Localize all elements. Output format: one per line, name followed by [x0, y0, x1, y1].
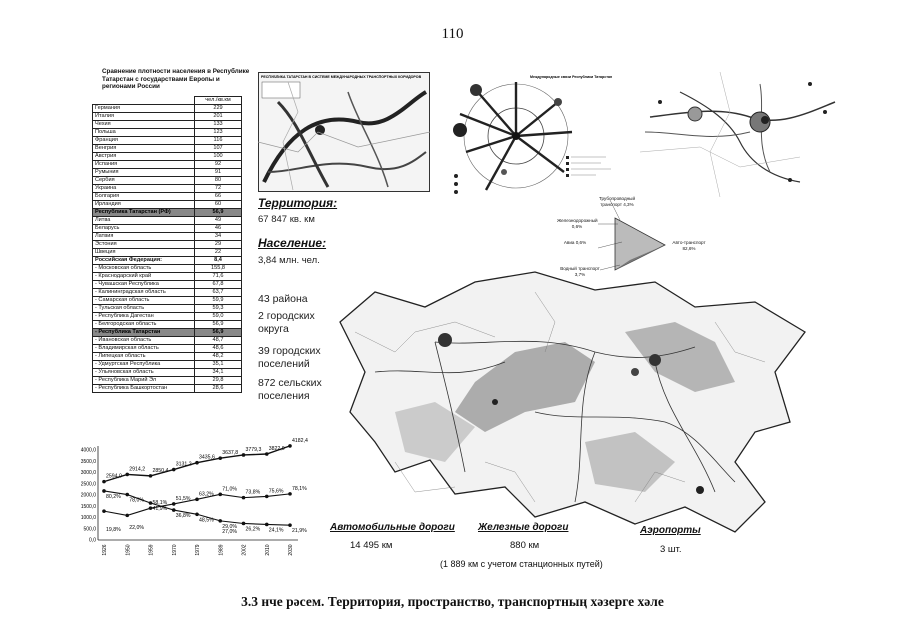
- regional-roads-map: [640, 72, 840, 197]
- rail-value: 880 км: [510, 540, 540, 551]
- y-tick-label: 2500,0: [80, 481, 96, 488]
- country-name: Литва: [93, 217, 195, 225]
- data-point: [125, 514, 129, 518]
- country-name: Германия: [93, 105, 195, 113]
- x-tick-label: 1926: [102, 544, 108, 556]
- table-row: [93, 121, 242, 129]
- density-value: 29: [195, 241, 242, 249]
- country-name: - Удмуртская Республика: [93, 361, 195, 369]
- territory-value: 67 847 кв. км: [258, 214, 315, 225]
- data-point: [288, 444, 292, 448]
- table-row: [93, 313, 242, 321]
- data-label: 71,0%: [222, 486, 237, 493]
- data-point: [125, 473, 129, 477]
- table-row: [93, 177, 242, 185]
- data-point: [102, 489, 106, 493]
- country-name: Сербия: [93, 177, 195, 185]
- data-point: [288, 492, 292, 496]
- unit-header: чел./кв.км: [195, 97, 242, 105]
- data-label: 78,0%: [129, 497, 144, 504]
- data-label: 26,2%: [245, 526, 261, 533]
- density-value: 59,9: [195, 297, 242, 305]
- density-value: 56,9: [195, 321, 242, 329]
- density-value: 35,1: [195, 361, 242, 369]
- density-value: 48,2: [195, 353, 242, 361]
- population-value: 3,84 млн. чел.: [258, 255, 320, 266]
- x-tick-label: 2002: [241, 544, 248, 556]
- x-tick-label: 2010: [264, 544, 271, 556]
- airports-value: 3 шт.: [660, 544, 682, 555]
- table-row: [93, 209, 242, 217]
- density-value: 63,7: [195, 289, 242, 297]
- data-point: [195, 512, 199, 516]
- x-tick-label: 1970: [171, 544, 178, 556]
- map1-title: РЕСПУБЛИКА ТАТАРСТАН В СИСТЕМЕ МЕЖДУНАРОДНЫХ ТРАНСПОРТНЫХ КОРИДОРОВ: [261, 75, 422, 79]
- country-name: Украина: [93, 185, 195, 193]
- country-name: Австрия: [93, 153, 195, 161]
- data-label: 3131,2: [175, 461, 192, 468]
- rail-label: Железные дороги: [478, 522, 569, 533]
- y-tick-label: 1000,0: [80, 515, 96, 521]
- table-row: [93, 329, 242, 337]
- country-name: Беларусь: [93, 225, 195, 233]
- density-value: 28,6: [195, 385, 242, 393]
- table-row: [93, 193, 242, 201]
- airports-label: Аэропорты: [640, 525, 701, 536]
- density-value: 8,4: [195, 257, 242, 265]
- data-label: 21,9%: [292, 528, 307, 535]
- country-name: - Республика Дагестан: [93, 313, 195, 321]
- country-name: - Краснодарский край: [93, 273, 195, 281]
- density-value: 107: [195, 145, 242, 153]
- country-name: Республика Татарстан (РФ): [93, 209, 195, 217]
- data-point: [265, 495, 269, 499]
- data-point: [125, 493, 129, 497]
- table-row: [93, 345, 242, 353]
- country-name: Венгрия: [93, 145, 195, 153]
- table-row: [93, 153, 242, 161]
- urban-districts-count: 2 городских округа: [258, 310, 315, 335]
- data-point: [149, 474, 153, 478]
- table-row: [93, 281, 242, 289]
- data-label: 78,1%: [292, 485, 307, 492]
- data-label: 3779,3: [245, 446, 262, 453]
- table-row: [93, 137, 242, 145]
- data-label: 36,8%: [175, 513, 191, 520]
- y-tick-label: 1500,0: [80, 503, 96, 510]
- table-row: [93, 145, 242, 153]
- pie-label-rail: Железнодорожный 0,6%: [557, 218, 598, 229]
- data-point: [218, 493, 222, 497]
- data-point: [242, 453, 246, 457]
- series-line-rural_share: [104, 491, 290, 525]
- y-tick-label: 0,0: [89, 537, 96, 544]
- data-point: [172, 502, 176, 506]
- data-label: 48,5%: [199, 517, 214, 524]
- data-label: 19,8%: [106, 527, 121, 533]
- country-name: - Самарская область: [93, 297, 195, 305]
- country-name: - Республика Марий Эл: [93, 377, 195, 385]
- table-row: [93, 113, 242, 121]
- data-label: 73,8%: [245, 489, 261, 496]
- density-value: 59,3: [195, 305, 242, 313]
- rail-note: (1 889 км с учетом станционных путей): [440, 559, 603, 569]
- x-tick-label: 1979: [195, 544, 201, 556]
- table-row: [93, 257, 242, 265]
- data-label: 58,1%: [152, 500, 168, 507]
- data-label: 27,0%: [222, 528, 237, 535]
- density-table: [92, 96, 242, 393]
- data-label: 41,9%: [152, 505, 168, 512]
- rural-settlements-count: 872 сельских поселения: [258, 377, 322, 402]
- pie-label-pipeline: Трубопроводный транспорт 4,3%: [598, 196, 636, 207]
- country-name: Латвия: [93, 233, 195, 241]
- country-name: Румыния: [93, 169, 195, 177]
- table-row: [93, 353, 242, 361]
- country-name: - Ивановская область: [93, 337, 195, 345]
- density-value: 56,9: [195, 329, 242, 337]
- country-name: Швеция: [93, 249, 195, 257]
- country-name: Эстония: [93, 241, 195, 249]
- density-value: 56,9: [195, 209, 242, 217]
- data-label: 29,0%: [222, 523, 237, 530]
- table-row: [93, 129, 242, 137]
- data-label: 24,1%: [268, 527, 284, 534]
- table-row: [93, 185, 242, 193]
- density-value: 229: [195, 105, 242, 113]
- table-row: [93, 321, 242, 329]
- country-name: - Московская область: [93, 265, 195, 273]
- table-row: [93, 105, 242, 113]
- table-row: [93, 305, 242, 313]
- density-value: 34,1: [195, 369, 242, 377]
- data-point: [265, 452, 269, 456]
- country-name: Чехия: [93, 121, 195, 129]
- data-point: [102, 480, 106, 484]
- data-point: [102, 509, 106, 513]
- country-name: - Калининградская область: [93, 289, 195, 297]
- data-point: [195, 461, 199, 465]
- country-name: - Тульская область: [93, 305, 195, 313]
- density-value: 59,0: [195, 313, 242, 321]
- data-label: 80,2%: [106, 493, 121, 500]
- density-value: 66: [195, 193, 242, 201]
- districts-count: 43 района: [258, 293, 308, 305]
- density-value: 46: [195, 225, 242, 233]
- table-row: [93, 225, 242, 233]
- table-row: [93, 241, 242, 249]
- pie-label-road: Авто-транспорт 82,6%: [672, 240, 706, 251]
- y-tick-label: 2000,0: [80, 492, 96, 499]
- data-point: [172, 508, 176, 512]
- density-value: 123: [195, 129, 242, 137]
- data-point: [242, 522, 246, 526]
- data-label: 3435,6: [199, 454, 215, 461]
- data-label: 2850,4: [152, 467, 169, 474]
- y-tick-label: 4000,0: [80, 447, 96, 454]
- data-label: 2594,0: [106, 473, 122, 480]
- urban-settlements-count: 39 городских поселений: [258, 345, 321, 370]
- pie-label-water: Водный транспорт 3,7%: [560, 266, 600, 277]
- international-links-map: [446, 72, 622, 197]
- density-value: 49: [195, 217, 242, 225]
- data-point: [172, 468, 176, 472]
- country-name: - Владимирская область: [93, 345, 195, 353]
- density-value: 22: [195, 249, 242, 257]
- table-row: [93, 249, 242, 257]
- y-tick-label: 500,0: [83, 526, 96, 533]
- x-tick-label: 1989: [218, 544, 225, 556]
- y-tick-label: 3500,0: [80, 458, 96, 465]
- x-tick-label: 2030: [288, 544, 294, 556]
- density-value: 48,7: [195, 337, 242, 345]
- density-value: 48,6: [195, 345, 242, 353]
- data-point: [242, 496, 246, 500]
- y-tick-label: 3000,0: [80, 470, 96, 476]
- country-name: Российская Федерация:: [93, 257, 195, 265]
- table-row: [93, 297, 242, 305]
- density-value: 133: [195, 121, 242, 129]
- data-label: 3637,8: [222, 450, 239, 457]
- population-label: Население:: [258, 236, 327, 250]
- data-point: [195, 498, 199, 502]
- data-label: 75,6%: [268, 488, 284, 495]
- data-point: [218, 456, 222, 460]
- density-table-title: Сравнение плотности населения в Республике Татарстан с государствами Европы и регионами России: [102, 68, 250, 90]
- country-name: - Ульяновская область: [93, 369, 195, 377]
- density-value: 92: [195, 161, 242, 169]
- table-row: [93, 217, 242, 225]
- table-row: [93, 361, 242, 369]
- data-point: [265, 523, 269, 527]
- country-name: - Республика Башкортостан: [93, 385, 195, 393]
- page-number: 110: [441, 26, 464, 42]
- table-row: [93, 385, 242, 393]
- country-name: Ирландия: [93, 201, 195, 209]
- country-name: - Белгородская область: [93, 321, 195, 329]
- table-row: [93, 233, 242, 241]
- data-label: 51,5%: [175, 495, 191, 502]
- table-row: [93, 169, 242, 177]
- density-value: 100: [195, 153, 242, 161]
- pie-label-air: Авиа 0,6%: [563, 240, 587, 245]
- country-name: Испания: [93, 161, 195, 169]
- country-name: Франция: [93, 137, 195, 145]
- table-row: [93, 369, 242, 377]
- x-tick-label: 1950: [125, 544, 132, 556]
- table-row: [93, 201, 242, 209]
- table-row: [93, 265, 242, 273]
- country-name: - Чувашская Республика: [93, 281, 195, 289]
- roads-label: Автомобильные дороги: [330, 522, 455, 533]
- table-row: [93, 337, 242, 345]
- density-value: 155,8: [195, 265, 242, 273]
- data-label: 4182,4: [292, 437, 308, 444]
- density-value: 67,8: [195, 281, 242, 289]
- density-value: 71,6: [195, 273, 242, 281]
- population-chart: [68, 437, 308, 580]
- figure-caption: 3.3 нче рәсем. Территория, пространство, транспортның хәзерге хәле: [241, 594, 664, 609]
- density-value: 201: [195, 113, 242, 121]
- density-value: 60: [195, 201, 242, 209]
- density-value: 72: [195, 185, 242, 193]
- territory-label: Территория:: [258, 196, 338, 210]
- data-label: 2914,2: [129, 466, 146, 473]
- country-name: Италия: [93, 113, 195, 121]
- density-value: 34: [195, 233, 242, 241]
- density-value: 91: [195, 169, 242, 177]
- tatarstan-main-map: [335, 262, 810, 557]
- table-row: [93, 273, 242, 281]
- data-label: 22,0%: [129, 524, 144, 531]
- data-point: [288, 523, 292, 527]
- density-value: 29,8: [195, 377, 242, 385]
- table-row: [93, 289, 242, 297]
- map2-title: Международные связи Республики Татарстан: [530, 75, 613, 79]
- density-value: 116: [195, 137, 242, 145]
- country-name: - Липецкая область: [93, 353, 195, 361]
- table-header-row: [93, 97, 242, 105]
- country-name: Болгария: [93, 193, 195, 201]
- data-label: 3822,0: [268, 446, 285, 453]
- data-label: 63,2%: [199, 491, 214, 498]
- x-tick-label: 1959: [148, 544, 155, 556]
- data-point: [149, 501, 153, 505]
- transport-corridors-map: [258, 72, 430, 192]
- roads-value: 14 495 км: [350, 540, 393, 551]
- data-point: [218, 519, 222, 523]
- table-row: [93, 161, 242, 169]
- country-name: Польша: [93, 129, 195, 137]
- table-row: [93, 377, 242, 385]
- country-name: - Республика Татарстан: [93, 329, 195, 337]
- density-value: 80: [195, 177, 242, 185]
